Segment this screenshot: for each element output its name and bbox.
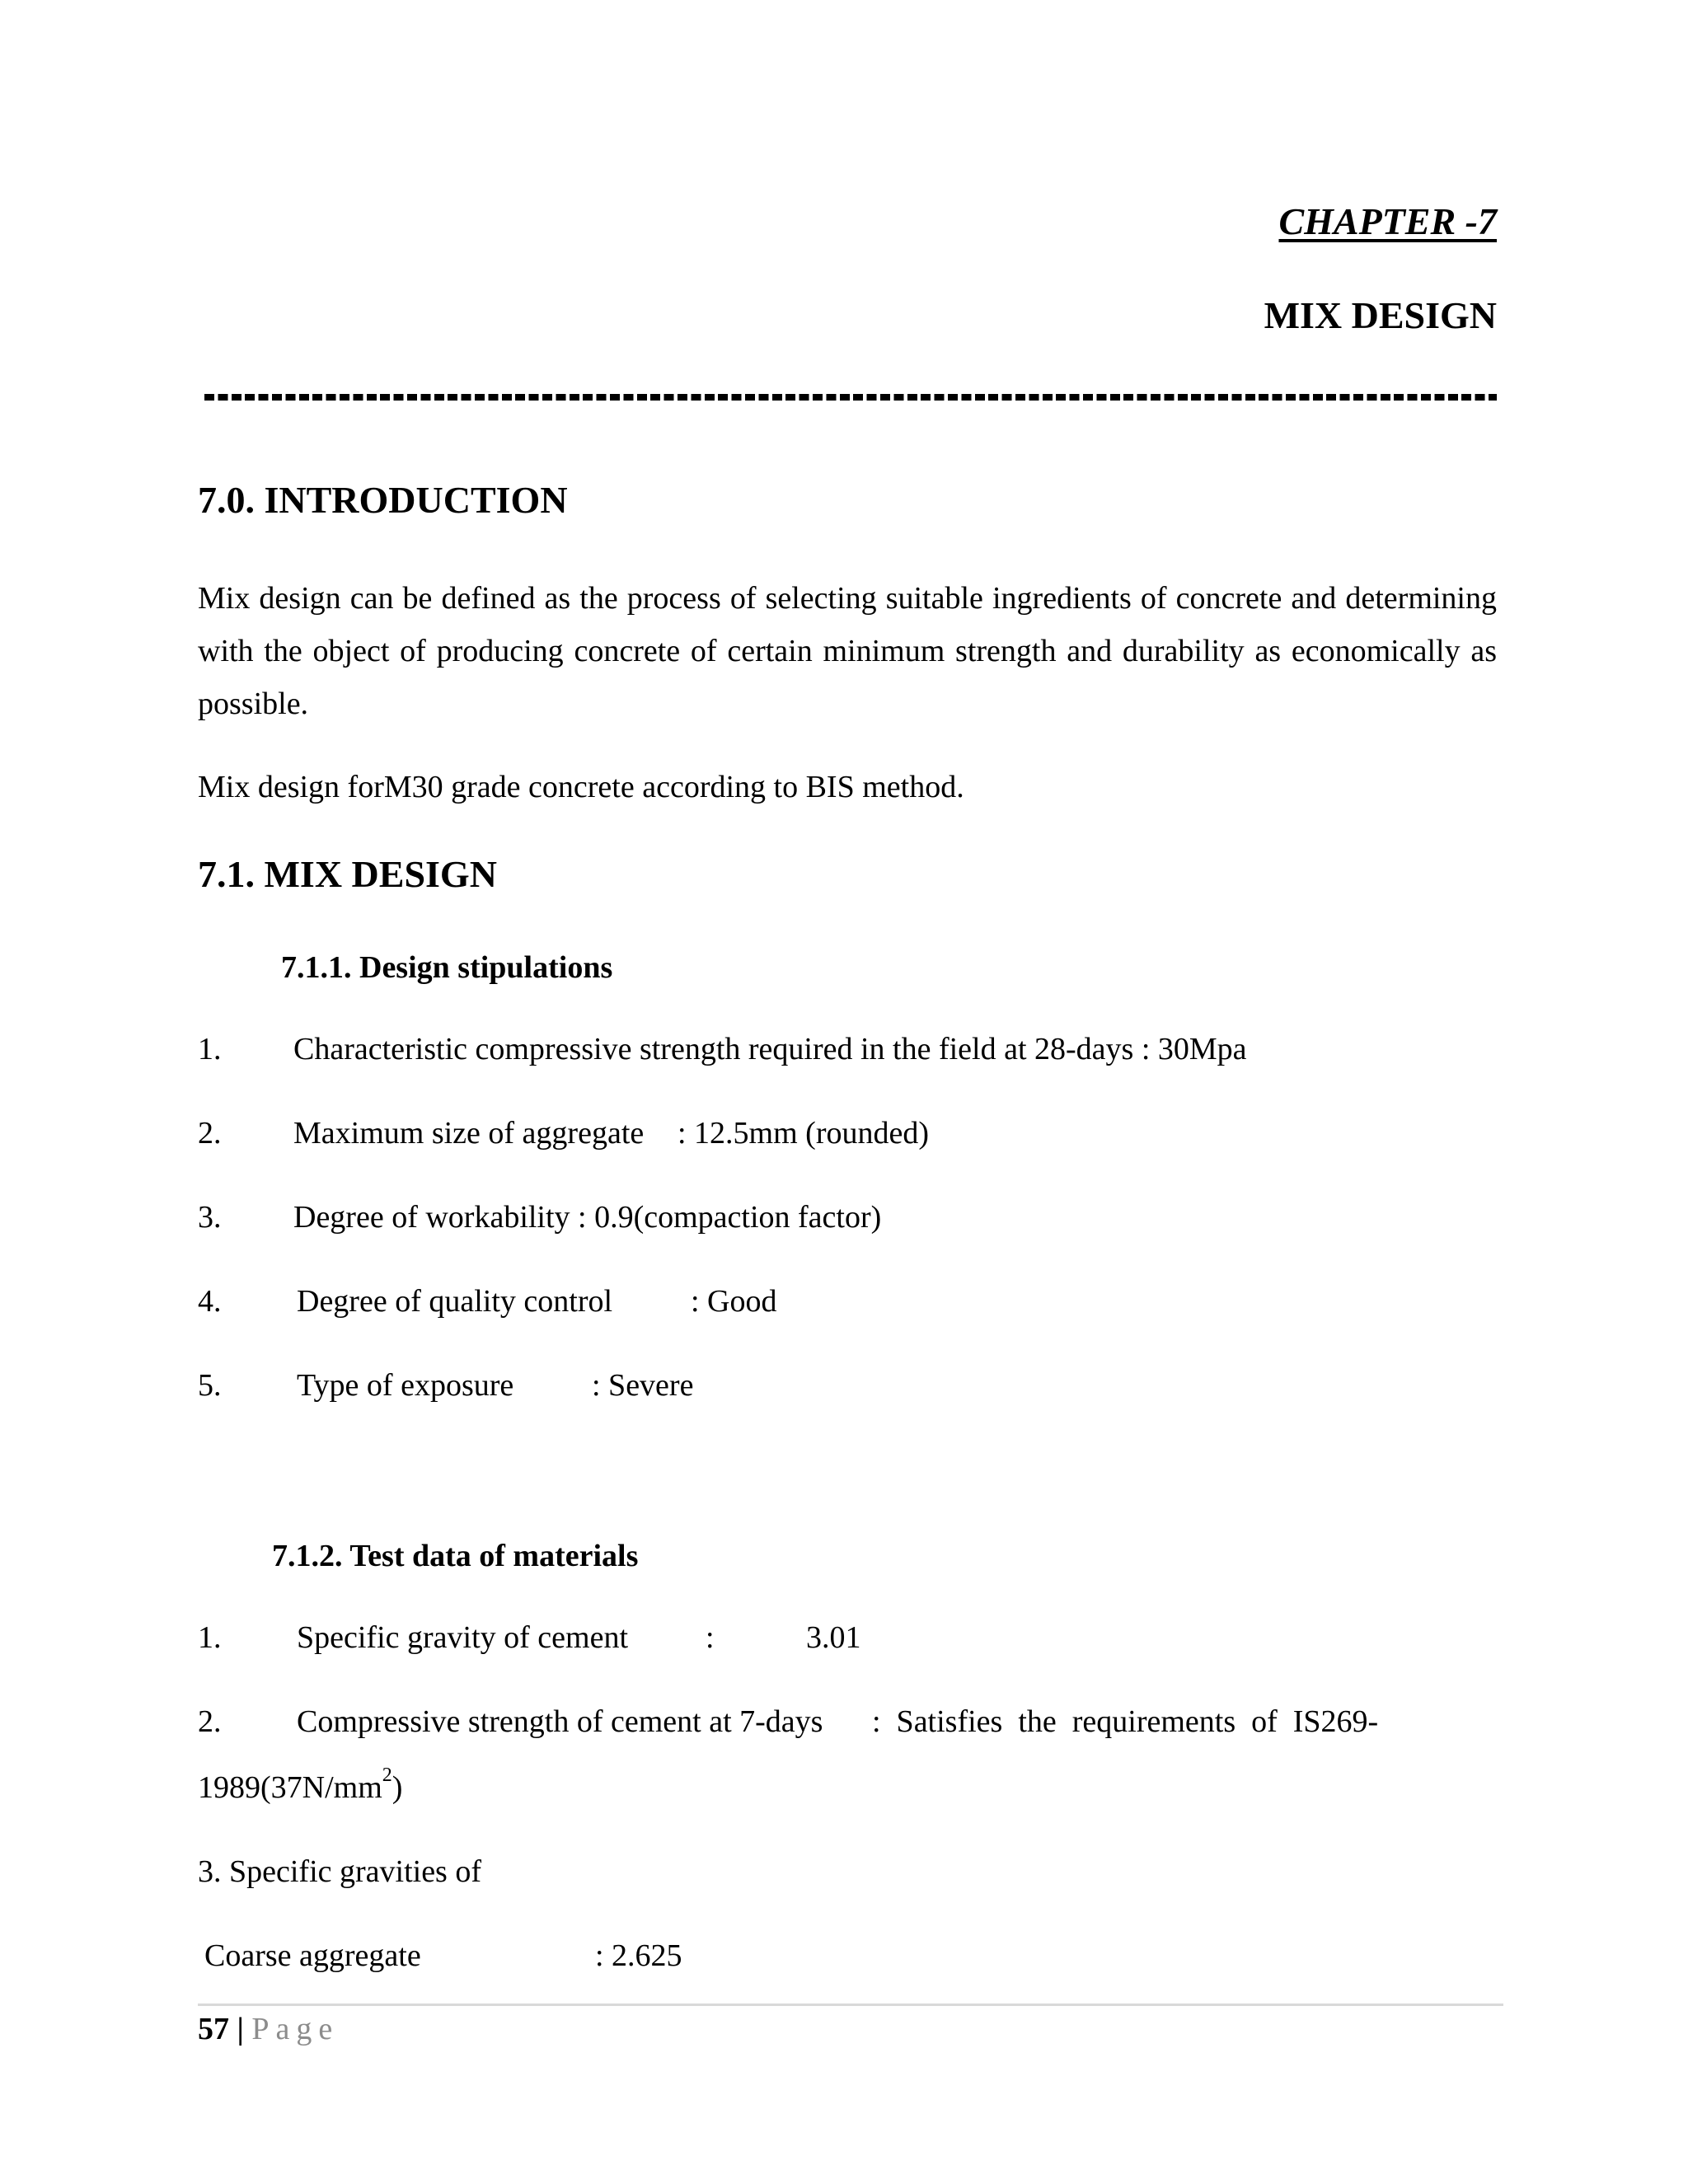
- page-footer: [198, 2004, 339, 2054]
- chapter-title: MIX DESIGN: [1264, 294, 1497, 336]
- item-number: 1.: [198, 1032, 222, 1066]
- item-number: 5.: [198, 1368, 222, 1403]
- page-number: 57: [198, 2012, 229, 2046]
- item-label: Compressive strength of cement at 7-days: [297, 1704, 823, 1739]
- item-number: 1.: [198, 1620, 222, 1655]
- item-label: Type of exposure: [297, 1368, 514, 1403]
- page-word: Page: [251, 2012, 340, 2046]
- intro-paragraph-1: Mix design can be defined as the process of selecting suitable ingredients of concrete and determining with the object of producing concrete of certain minimum strength and durability as economically as possible.: [198, 581, 1497, 721]
- item-value: : Good: [691, 1284, 777, 1319]
- item-number: 2.: [198, 1704, 222, 1739]
- item-colon: :: [706, 1620, 715, 1655]
- item-label: Degree of workability : 0.9(compaction factor): [293, 1200, 882, 1235]
- item-value-continued: [198, 1765, 403, 1805]
- dashed-divider: [204, 394, 1497, 401]
- item-label: Degree of quality control: [297, 1284, 613, 1319]
- item-number: 4.: [198, 1284, 222, 1319]
- page-separator: |: [237, 2012, 244, 2046]
- item-number: 3.: [198, 1200, 222, 1235]
- intro-heading: 7.0. INTRODUCTION: [198, 479, 568, 521]
- item-label: Characteristic compressive strength required in the field at 28-days : 30Mpa: [293, 1032, 1247, 1066]
- intro-paragraph-2: Mix design forM30 grade concrete according to BIS method.: [198, 770, 964, 804]
- value-text: 1989(37N/mm: [198, 1770, 382, 1805]
- footer-divider: [198, 2004, 1503, 2006]
- item-value: : 2.625: [595, 1938, 682, 1973]
- value-close: ): [392, 1770, 403, 1805]
- chapter-label: CHAPTER -7: [1278, 200, 1497, 242]
- item-label: Maximum size of aggregate: [293, 1116, 645, 1151]
- item-number: 2.: [198, 1116, 222, 1151]
- item-label: 3. Specific gravities of: [198, 1854, 482, 1889]
- superscript: 2: [382, 1765, 392, 1786]
- mix-design-heading: 7.1. MIX DESIGN: [198, 853, 497, 895]
- test-data-heading: 7.1.2. Test data of materials: [272, 1539, 639, 1573]
- item-value: : 12.5mm (rounded): [678, 1116, 930, 1151]
- item-value: 3.01: [806, 1620, 861, 1655]
- item-label: Specific gravity of cement: [297, 1620, 629, 1655]
- item-value: : Severe: [592, 1368, 694, 1403]
- item-value: : Satisfies the requirements of IS269-: [872, 1704, 1379, 1739]
- design-stipulations-heading: 7.1.1. Design stipulations: [281, 950, 613, 985]
- item-label: Coarse aggregate: [204, 1938, 421, 1973]
